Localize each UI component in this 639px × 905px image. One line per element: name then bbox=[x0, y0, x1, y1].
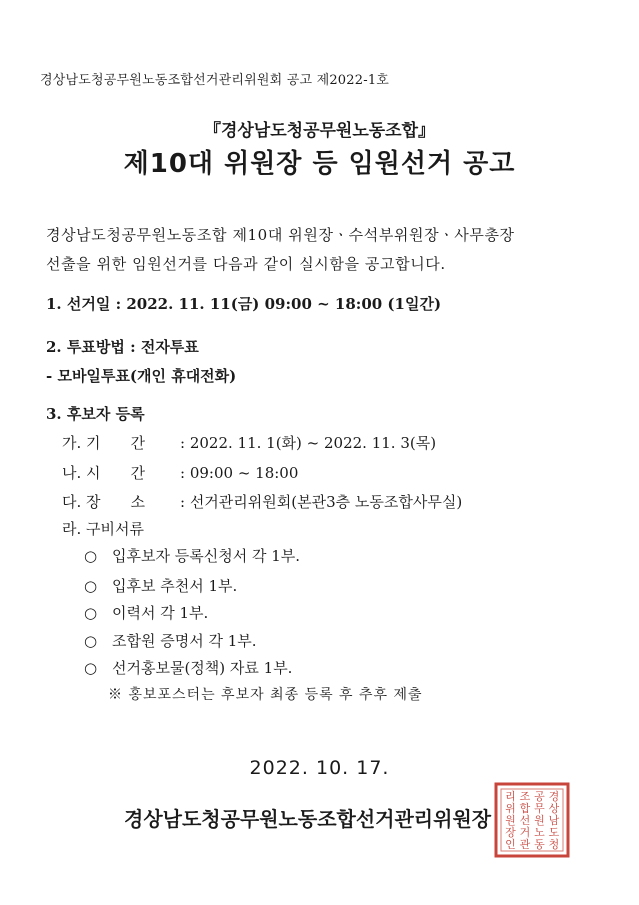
seal-glyph: 상 bbox=[548, 802, 560, 815]
list-item bbox=[84, 657, 292, 678]
notice-number: 경상남도청공무원노동조합선거관리위원회 공고 제2022-1호 bbox=[40, 73, 390, 88]
list-item bbox=[84, 575, 237, 596]
seal-glyph: 리 bbox=[505, 790, 516, 803]
circle-bullet-icon: ○ bbox=[84, 577, 98, 595]
seal-glyph: 원 bbox=[534, 814, 545, 827]
union-name: 『경상남도청공무원노동조합』 bbox=[203, 121, 436, 141]
seal-glyph: 도 bbox=[548, 826, 560, 839]
voting-method-detail: - 모바일투표(개인 휴대전화) bbox=[46, 367, 237, 385]
seal-glyph: 인 bbox=[505, 838, 516, 851]
list-item bbox=[84, 545, 300, 566]
intro-line-1: 경상남도청공무원노동조합 제10대 위원장ㆍ수석부위원장ㆍ사무총장 bbox=[46, 226, 515, 244]
registration-period-value: : 2022. 11. 1(화) ~ 2022. 11. 3(목) bbox=[180, 434, 437, 452]
seal-glyph: 조 bbox=[519, 790, 531, 803]
notice-date: 2022. 10. 17. bbox=[249, 757, 390, 779]
seal-glyph: 노 bbox=[534, 826, 545, 839]
seal-glyph: 합 bbox=[519, 802, 531, 815]
seal-glyph: 위 bbox=[505, 802, 516, 815]
list-item bbox=[84, 630, 257, 651]
document-item-text: 조합원 증명서 각 1부. bbox=[112, 632, 257, 650]
election-date-heading: 1. 선거일 : 2022. 11. 11(금) 09:00 ~ 18:00 (1일간) bbox=[46, 295, 442, 313]
document-item-text: 이력서 각 1부. bbox=[112, 604, 209, 622]
seal-glyph: 무 bbox=[534, 802, 545, 815]
registration-period-label: 가. 기 간 bbox=[62, 434, 146, 452]
required-documents-label: 라. 구비서류 bbox=[62, 520, 144, 538]
seal-glyph: 거 bbox=[519, 826, 531, 839]
page-title: 제10대 위원장 등 임원선거 공고 bbox=[123, 149, 516, 179]
document-item-text: 입후보자 등록신청서 각 1부. bbox=[112, 547, 301, 565]
official-seal-icon bbox=[494, 782, 570, 858]
registration-period-row bbox=[62, 432, 436, 453]
registration-place-label: 다. 장 소 bbox=[62, 493, 146, 511]
seal-glyph: 경 bbox=[548, 790, 560, 803]
circle-bullet-icon: ○ bbox=[84, 632, 98, 650]
seal-glyph: 관 bbox=[519, 838, 531, 851]
circle-bullet-icon: ○ bbox=[84, 659, 98, 677]
registration-place-row bbox=[62, 491, 462, 512]
document-item-text: 입후보 추천서 1부. bbox=[112, 577, 238, 595]
registration-time-row bbox=[62, 462, 298, 483]
seal-glyph: 선 bbox=[519, 814, 531, 827]
seal-glyph: 동 bbox=[534, 838, 545, 851]
seal-glyph: 원 bbox=[505, 814, 516, 827]
poster-note: ※ 홍보포스터는 후보자 최종 등록 후 추후 제출 bbox=[108, 687, 423, 703]
seal-glyphs bbox=[505, 789, 560, 851]
registration-time-label: 나. 시 간 bbox=[62, 464, 146, 482]
seal-glyph: 남 bbox=[548, 814, 560, 827]
circle-bullet-icon: ○ bbox=[84, 604, 98, 622]
registration-place-value: : 선거관리위원회(본관3층 노동조합사무실) bbox=[180, 493, 463, 511]
document-item-text: 선거홍보물(정책) 자료 1부. bbox=[112, 659, 293, 677]
voting-method-heading: 2. 투표방법 : 전자투표 bbox=[46, 338, 199, 356]
issuer-name: 경상남도청공무원노동조합선거관리위원장 bbox=[124, 807, 492, 831]
seal-glyph: 공 bbox=[534, 790, 545, 803]
list-item bbox=[84, 602, 208, 623]
seal-glyph: 청 bbox=[548, 838, 560, 851]
registration-time-value: : 09:00 ~ 18:00 bbox=[180, 464, 299, 482]
candidate-registration-heading: 3. 후보자 등록 bbox=[46, 405, 145, 423]
intro-line-2: 선출을 위한 임원선거를 다음과 같이 실시함을 공고합니다. bbox=[46, 255, 446, 273]
circle-bullet-icon: ○ bbox=[84, 547, 98, 565]
seal-glyph: 장 bbox=[505, 826, 516, 839]
